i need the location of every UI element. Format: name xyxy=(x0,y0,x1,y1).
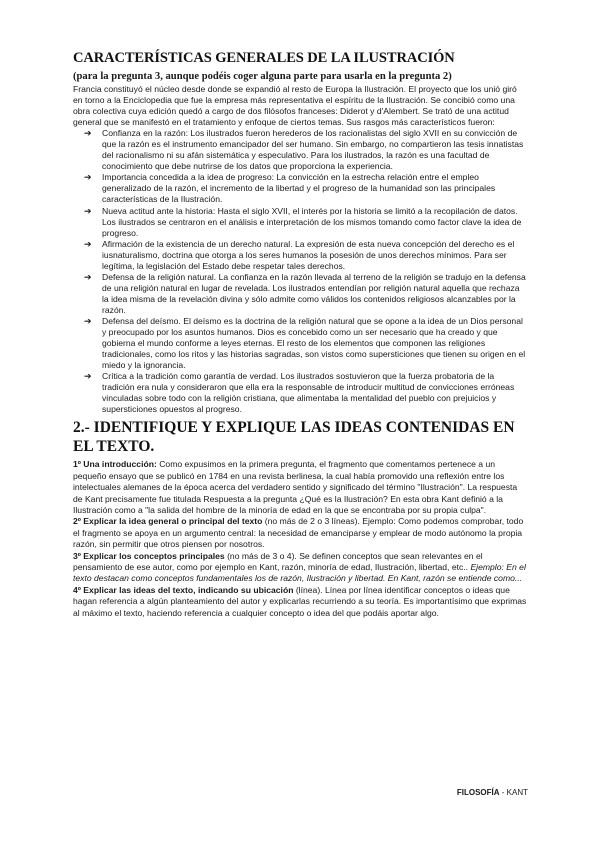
list-item: ➔ Nueva actitud ante la historia: Hasta el siglo XVII, el interés por la historia se limitó a la recopilación de datos. Los ilustrados se centraron en el análisis e interpretación de los mismos tomando como factor clave la idea de progreso. xyxy=(84,205,522,238)
intro-paragraph: Francia constituyó el núcleo desde donde se expandió al resto de Europa la Ilustración. El proyecto que los unió giró en torno a la Enciclopedia que fue la empresa más representativa el espíritu de la Ilustración. Se concibió como una obra colectiva cuya edición quedó a cargo de dos filósofos franceses: Diderot y d'Alembert. Se trató de una actitud general que se manifestó en el tratamiento y enfoque de ciertos temas. Sus rasgos más característicos fueron: xyxy=(73,84,517,128)
arrow-icon: ➔ xyxy=(84,315,92,326)
step-label: 2º Explicar la idea general o principal del texto xyxy=(73,516,263,527)
step-label: 3º Explicar los conceptos principales xyxy=(73,550,225,561)
arrow-icon: ➔ xyxy=(84,172,92,183)
list-item: ➔ Crítica a la tradición como garantía de verdad. Los ilustrados sostuvieron que la fuerza probatoria de la tradición era nula y consideraron que ella era la responsable de introducir multitud de convicciones erróneas vinculadas sobre todo con la religión cristiana, que alimentaba la mentalidad del pueblo con prejuicios y supersticiones opuestos al progreso. xyxy=(84,371,515,415)
page-footer: FILOSOFÍA - KANT xyxy=(456,788,528,797)
document-page xyxy=(73,50,528,619)
step-label: 4º Explicar las ideas del texto, indicando su ubicación xyxy=(73,584,294,595)
list-item: ➔ Confianza en la razón: Los ilustrados fueron herederos de los racionalistas del siglo XVII en su convicción de que la razón es el instrumento emancipador del ser humano. Sin embargo, no compartieron las tesis innatistas del racionalismo ni su afán sistemática y especulativo. Para los ilustrados, la razón es una facultad de conocimiento que debe nutrirse de los datos que proporciona la experiencia. xyxy=(84,128,524,172)
arrow-icon: ➔ xyxy=(84,238,92,249)
list-item: ➔ Defensa del deísmo. El deísmo es la doctrina de la religión natural que se opone a la idea de un Dios personal y preocupado por los asuntos humanos. Dios es concebido como un ser necesario que ha creado y que gobierna el mundo conforme a leyes eternas. El resto de los elementos que componen las religiones tradicionales, como los ritos y las historias sagradas, son vistos como supersticiones que tienen su origen en el miedo y la ignorancia. xyxy=(84,315,526,371)
footer-subject: FILOSOFÍA xyxy=(456,788,500,797)
section-2-title: 2.- IDENTIFIQUE Y EXPLIQUE LAS IDEAS CONTENIDAS EN EL TEXTO. xyxy=(73,419,515,456)
arrow-icon: ➔ xyxy=(84,128,92,139)
features-list xyxy=(73,128,528,415)
arrow-icon: ➔ xyxy=(84,371,92,382)
step-label: 1º Una introducción: xyxy=(73,459,157,470)
step-1: 1º Una introducción: Como expusimos en la primera pregunta, el fragmento que comentamos pertenece a un pequeño ensayo que se publicó en 1784 en una revista berlinesa, la cual había promovido una reflexión entre los intelectuales alemanes de la época acerca del verdadero sentido y significado del término "Ilustración". La respuesta de Kant precisamente fue titulada Respuesta a la pregunta ¿Qué es la Ilustración? En esta obra Kant definió a la Ilustración como a "la salida del hombre de la minoría de edad en la que se encontraba por su propia culpa". xyxy=(73,459,518,516)
list-item: ➔ Importancia concedida a la idea de progreso: La convicción en la estrecha relación entre el empleo generalizado de la razón, el incremento de la libertad y el progreso de la humanidad son las principales características de la Ilustración. xyxy=(84,172,496,205)
arrow-icon: ➔ xyxy=(84,271,92,282)
step-4: 4º Explicar las ideas del texto, indicando su ubicación (línea). Línea por línea identificar conceptos o ideas que hagan referencia a algún planteamiento del autor y explicarlas recurriendo a su teoría. Es importantísimo que exprimas al máximo el texto, haciendo referencia a cualquier concepto o idea del que podáis aportar algo. xyxy=(73,584,527,618)
list-item: ➔ Afirmación de la existencia de un derecho natural. La expresión de esta nueva concepción del derecho es el iusnaturalismo, doctrina que otorga a los seres humanos la posesión de unos derechos mínimos. Para ser legítima, la legislación del Estado debe respetar tales derechos. xyxy=(84,238,515,271)
list-item: ➔ Defensa de la religión natural. La confianza en la razón llevada al terreno de la religión se tradujo en la defensa de una religión natural en lugar de revelada. Los ilustrados entendían por religión natural aquella que rechaza la idea misma de la revelación divina y sólo admite como válidos los contenidos religiosos alcanzables por la razón. xyxy=(84,271,526,315)
page-title: CARACTERÍSTICAS GENERALES DE LA ILUSTRACIÓN xyxy=(73,50,455,66)
page-subtitle: (para la pregunta 3, aunque podéis coger alguna parte para usarla en la pregunta 2) xyxy=(73,71,452,82)
arrow-icon: ➔ xyxy=(84,205,92,216)
footer-author: KANT xyxy=(506,788,528,797)
step-3: 3º Explicar los conceptos principales (no más de 3 o 4). Se definen conceptos que sean relevantes en el pensamiento de ese autor, como por ejemplo en Kant, razón, minoría de edad, Ilustración, libertad, etc.. Ejemplo: En el texto destacan como conceptos fundamentales los de razón, Ilustración y libertad. En Kant, razón se entiende como... xyxy=(73,550,526,584)
step-2: 2º Explicar la idea general o principal del texto (no más de 2 o 3 líneas). Ejemplo: Como podemos comprobar, todo el fragmento se apoya en un argumento central: la necesidad de emanciparse y emplear de modo autónomo la propia razón, sin permitir que otros piensen por nosotros. xyxy=(73,516,524,550)
